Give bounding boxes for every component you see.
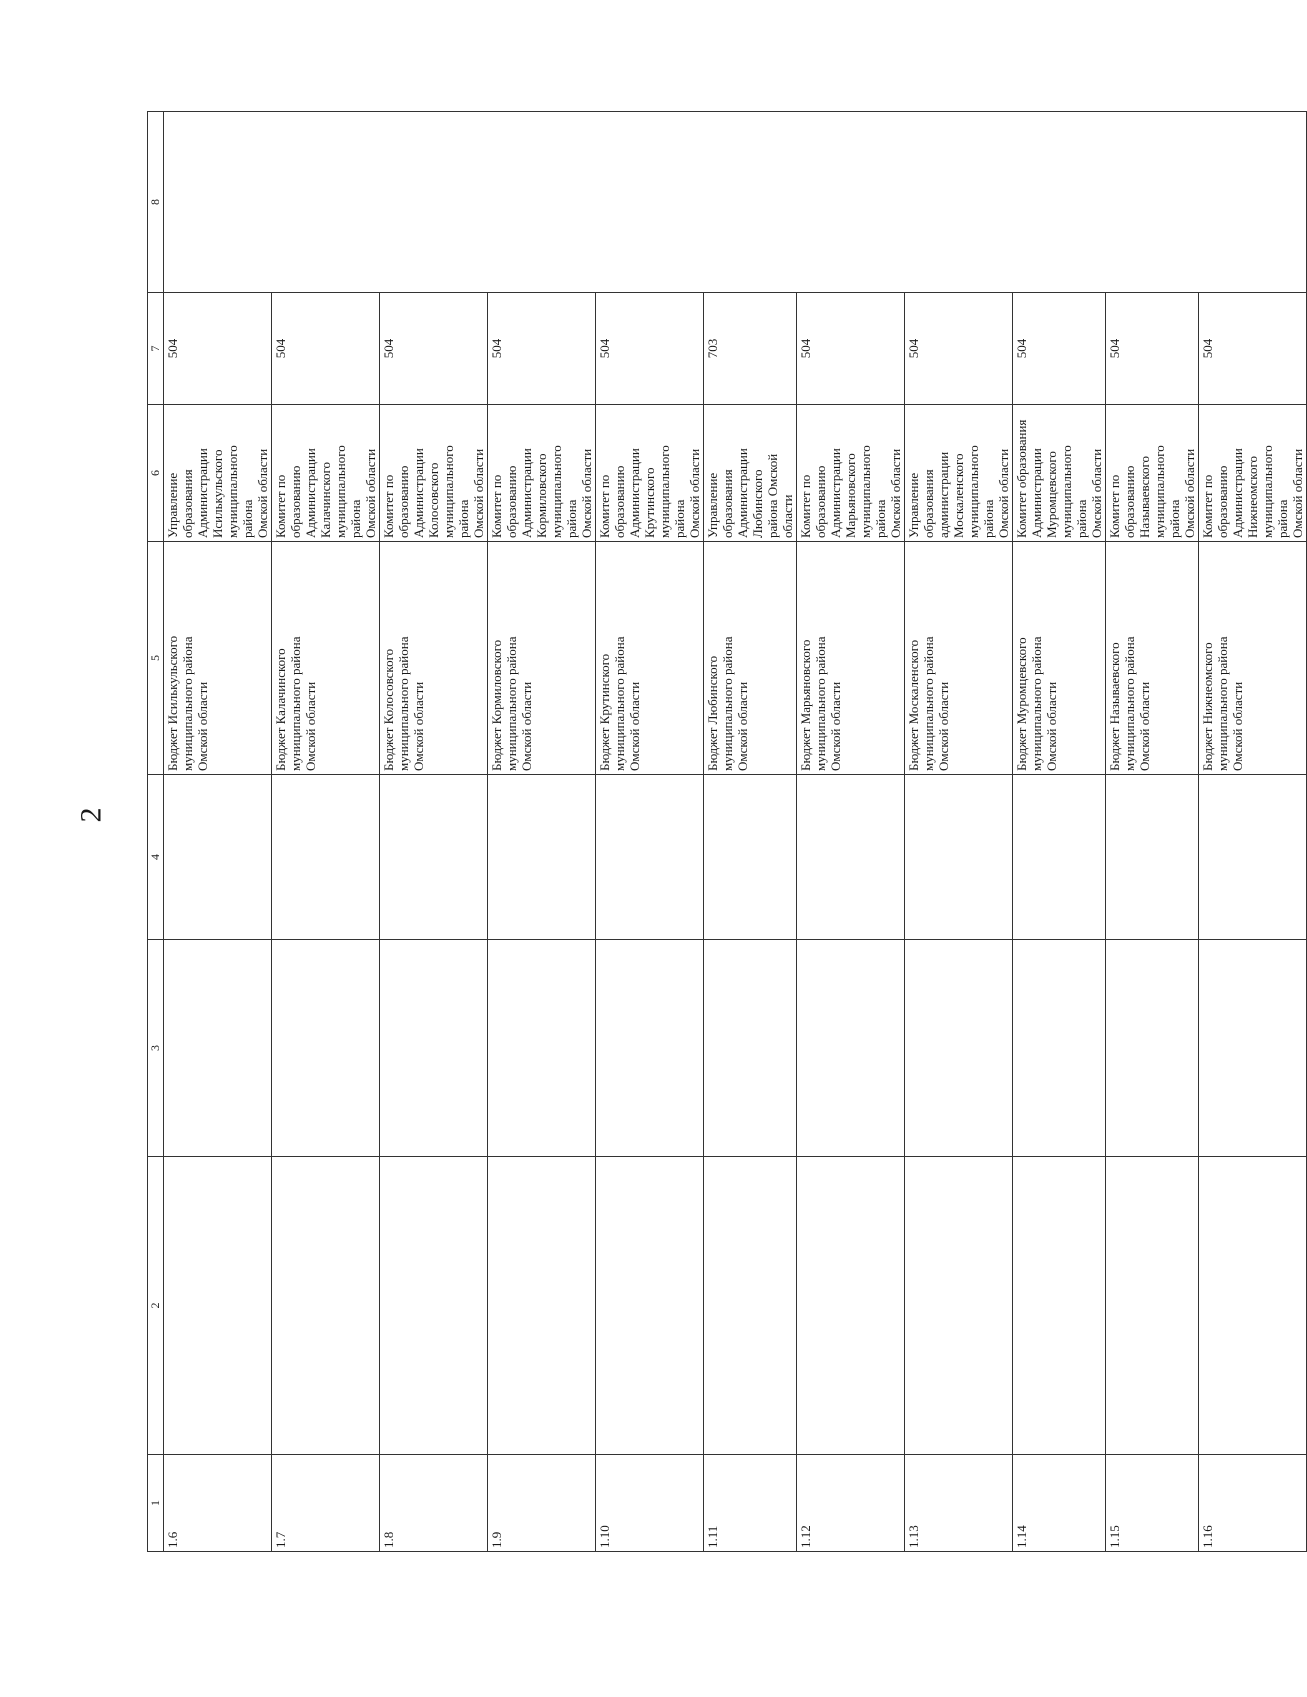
empty-cell <box>905 775 1013 940</box>
header-cell: 6 <box>148 405 164 542</box>
admin-cell <box>380 405 488 542</box>
empty-cell <box>797 775 905 940</box>
table-row <box>164 112 272 1552</box>
budget-cell <box>164 542 272 775</box>
budget-text: Бюджет Называевского муниципального района Омской области <box>1107 636 1152 771</box>
admin-cell <box>596 405 704 542</box>
row-number: 1.7 <box>272 1455 380 1552</box>
admin-text: Комитет по образованию Администрации Колосовского муниципального района Омской области <box>381 445 486 538</box>
empty-cell <box>596 1157 704 1455</box>
code-cell: 504 <box>164 293 272 405</box>
admin-cell <box>905 405 1013 542</box>
code-cell: 504 <box>488 293 596 405</box>
page-number: 2 <box>74 807 108 823</box>
admin-text: Управление образования администрации Москаленского муниципального района Омской области <box>906 445 1011 538</box>
row-number: 1.8 <box>380 1455 488 1552</box>
budget-cell <box>488 542 596 775</box>
budget-text: Бюджет Калачинского муниципального района Омской области <box>273 636 318 771</box>
table-row <box>797 112 905 1552</box>
empty-cell <box>797 940 905 1157</box>
empty-cell <box>488 940 596 1157</box>
row-number: 1.12 <box>797 1455 905 1552</box>
header-cell: 8 <box>148 112 164 293</box>
empty-cell <box>1106 775 1199 940</box>
empty-cell <box>488 775 596 940</box>
empty-cell <box>164 775 272 940</box>
empty-cell <box>596 940 704 1157</box>
admin-cell <box>272 405 380 542</box>
empty-cell <box>797 1157 905 1455</box>
budget-text: Бюджет Марьяновского муниципального района Омской области <box>798 636 843 771</box>
code-cell: 504 <box>1199 293 1307 405</box>
empty-cell <box>704 940 797 1157</box>
budget-text: Бюджет Кормиловского муниципального района Омской области <box>489 636 534 771</box>
budget-cell <box>797 542 905 775</box>
admin-text: Комитет по образованию Администрации Марьяновского муниципального района Омской области <box>798 445 903 538</box>
header-row <box>148 112 164 1552</box>
admin-cell <box>1199 405 1307 542</box>
budget-text: Бюджет Москаленского муниципального района Омской области <box>906 636 951 771</box>
empty-cell <box>1013 775 1106 940</box>
empty-cell <box>380 1157 488 1455</box>
empty-cell <box>1199 940 1307 1157</box>
table-body <box>164 112 1307 1552</box>
budget-cell <box>1106 542 1199 775</box>
budget-cell <box>596 542 704 775</box>
row-number: 1.13 <box>905 1455 1013 1552</box>
budget-cell <box>1199 542 1307 775</box>
code-cell: 504 <box>797 293 905 405</box>
admin-text: Комитет по образованию Называевского муниципального района Омской области <box>1107 445 1197 538</box>
table-row <box>380 112 488 1552</box>
header-cell: 1 <box>148 1455 164 1552</box>
budget-cell <box>905 542 1013 775</box>
empty-cell <box>272 775 380 940</box>
empty-cell <box>905 1157 1013 1455</box>
table-row <box>1013 112 1106 1552</box>
code-cell: 504 <box>1013 293 1106 405</box>
row-number: 1.15 <box>1106 1455 1199 1552</box>
admin-cell <box>488 405 596 542</box>
row-number: 1.11 <box>704 1455 797 1552</box>
code-cell: 504 <box>1106 293 1199 405</box>
empty-cell <box>380 775 488 940</box>
admin-cell <box>797 405 905 542</box>
table-row <box>488 112 596 1552</box>
admin-text: Комитет образования Администрации Муромцевского муниципального района Омской области <box>1014 419 1104 538</box>
empty-cell <box>596 775 704 940</box>
empty-cell <box>905 940 1013 1157</box>
empty-cell <box>1199 775 1307 940</box>
budget-text: Бюджет Колосовского муниципального района Омской области <box>381 636 426 771</box>
empty-cell <box>1106 940 1199 1157</box>
row-number: 1.10 <box>596 1455 704 1552</box>
empty-cell <box>1013 940 1106 1157</box>
empty-cell <box>488 1157 596 1455</box>
budget-text: Бюджет Муромцевского муниципального района Омской области <box>1014 636 1059 771</box>
header-cell: 7 <box>148 293 164 405</box>
code-cell: 703 <box>704 293 797 405</box>
table-row <box>272 112 380 1552</box>
budget-table <box>147 111 1307 1552</box>
table-row <box>704 112 797 1552</box>
budget-cell <box>1013 542 1106 775</box>
empty-cell <box>704 1157 797 1455</box>
table-row <box>1199 112 1307 1552</box>
empty-cell <box>380 940 488 1157</box>
row-number: 1.9 <box>488 1455 596 1552</box>
empty-cell <box>272 940 380 1157</box>
rotated-table-frame <box>147 112 1305 1552</box>
budget-cell <box>272 542 380 775</box>
admin-text: Управление образования Администрации Исилькульского муниципального района Омской области <box>165 445 270 538</box>
admin-cell <box>1106 405 1199 542</box>
admin-text: Комитет по образованию Администрации Кормиловского муниципального района Омской области <box>489 445 594 538</box>
admin-text: Управление образования Администрации Любинского района Омской области <box>705 448 795 538</box>
admin-cell <box>704 405 797 542</box>
header-cell: 5 <box>148 542 164 775</box>
budget-text: Бюджет Исилькульского муниципального района Омской области <box>165 635 210 771</box>
admin-cell <box>1013 405 1106 542</box>
code-cell: 504 <box>905 293 1013 405</box>
admin-text: Комитет по образованию Администрации Крутинского муниципального района Омской области <box>597 445 702 538</box>
code-cell: 504 <box>272 293 380 405</box>
empty-cell <box>704 775 797 940</box>
table-row <box>1106 112 1199 1552</box>
admin-text: Комитет по образованию Администрации Нижнеомского муниципального района Омской области <box>1200 445 1305 538</box>
header-cell: 2 <box>148 1157 164 1455</box>
admin-cell <box>164 405 272 542</box>
budget-cell <box>380 542 488 775</box>
row-number: 1.6 <box>164 1455 272 1552</box>
budget-cell <box>704 542 797 775</box>
empty-cell <box>164 112 1307 293</box>
row-number: 1.14 <box>1013 1455 1106 1552</box>
table-row <box>905 112 1013 1552</box>
admin-text: Комитет по образованию Администрации Калачинского муниципального района Омской области <box>273 445 378 538</box>
budget-text: Бюджет Крутинского муниципального района Омской области <box>597 636 642 771</box>
empty-cell <box>164 940 272 1157</box>
header-cell: 3 <box>148 940 164 1157</box>
empty-cell <box>1199 1157 1307 1455</box>
budget-text: Бюджет Любинского муниципального района Омской области <box>705 636 750 771</box>
empty-cell <box>272 1157 380 1455</box>
code-cell: 504 <box>596 293 704 405</box>
empty-cell <box>164 1157 272 1455</box>
empty-cell <box>1013 1157 1106 1455</box>
table-row <box>596 112 704 1552</box>
row-number: 1.16 <box>1199 1455 1307 1552</box>
code-cell: 504 <box>380 293 488 405</box>
budget-text: Бюджет Нижнеомского муниципального района Омской области <box>1200 636 1245 771</box>
header-cell: 4 <box>148 775 164 940</box>
empty-cell <box>1106 1157 1199 1455</box>
